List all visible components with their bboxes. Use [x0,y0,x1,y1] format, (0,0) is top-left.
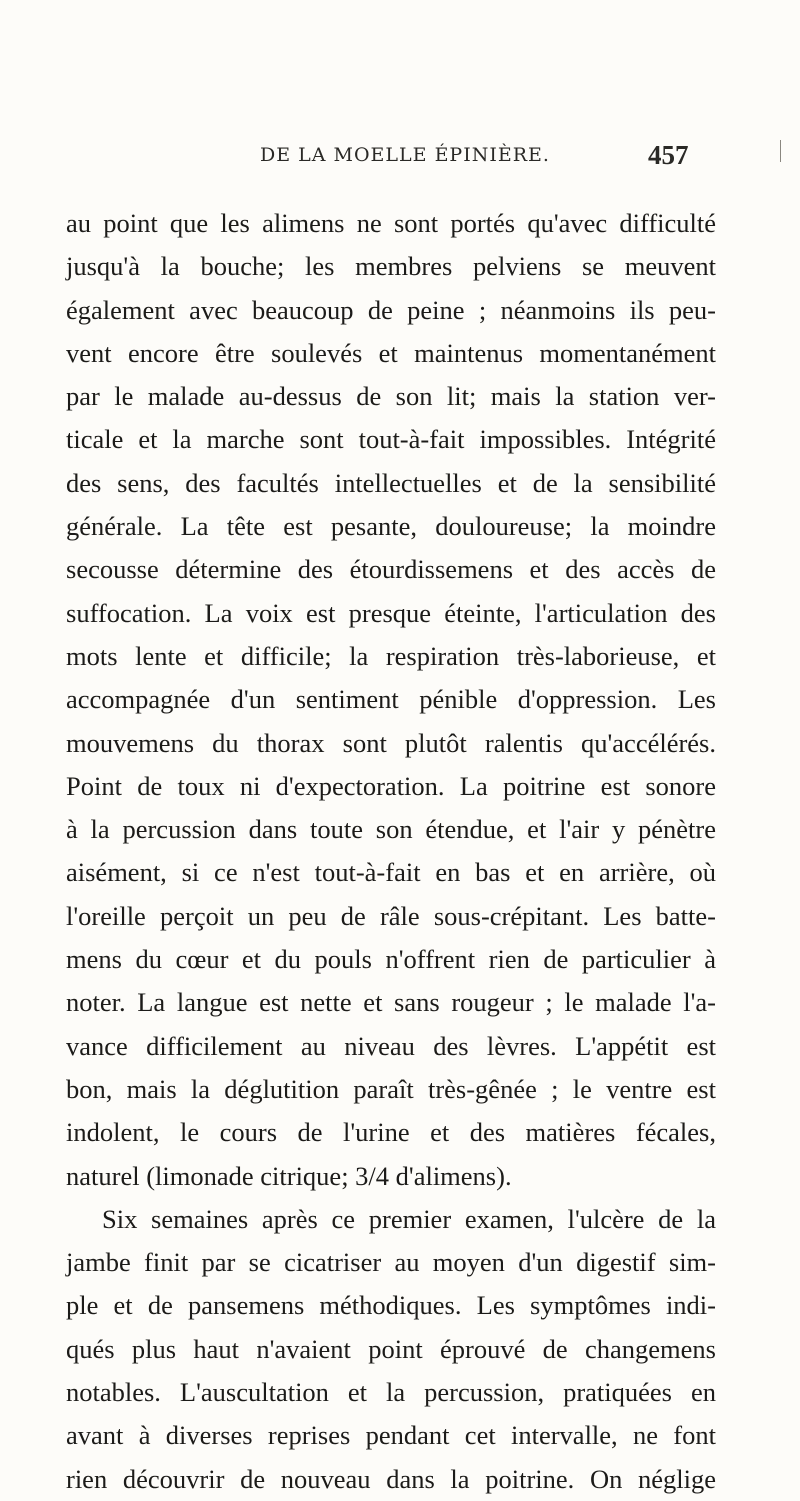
text-line: noter. La langue est nette et sans rougeur ; le malade l'a- [66,987,716,1018]
text-line: aisément, si ce n'est tout-à-fait en bas et en arrière, où [66,857,716,888]
text-line: indolent, le cours de l'urine et des matières fécales, [66,1117,716,1148]
text-line: secousse détermine des étourdissemens et des accès de [66,554,716,585]
text-line: rien découvrir de nouveau dans la poitrine. On néglige [66,1463,716,1494]
text-line: générale. La tête est pesante, douloureuse; la moindre [66,511,716,542]
text-line: vance difficilement au niveau des lèvres. L'appétit est [66,1030,716,1061]
running-title: DE LA MOELLE ÉPINIÈRE. [260,144,550,166]
text-line: l'oreille perçoit un peu de râle sous-crépitant. Les batte- [66,900,716,931]
margin-mark [780,140,781,162]
text-line: Point de toux ni d'expectoration. La poitrine est sonore [66,770,716,801]
text-line: également avec beaucoup de peine ; néanmoins ils peu- [66,294,716,325]
text-line: suffocation. La voix est presque éteinte, l'articulation des [66,597,716,628]
text-line: mots lente et difficile; la respiration très-laborieuse, et [66,640,716,671]
text-line: naturel (limonade citrique; 3/4 d'alimens). [66,1160,512,1191]
text-line: au point que les alimens ne sont portés qu'avec difficulté [66,208,716,238]
text-line: notables. L'auscultation et la percussion, pratiquées en [66,1377,716,1408]
text-line: des sens, des facultés intellectuelles et de la sensibilité [66,467,716,498]
text-line: par le malade au-dessus de son lit; mais la station ver- [66,381,716,412]
text-line: accompagnée d'un sentiment pénible d'oppression. Les [66,684,716,715]
text-line: jambe finit par se cicatriser au moyen d'un digestif sim- [66,1247,716,1278]
text-line: mens du cœur et du pouls n'offrent rien de particulier à [66,944,716,975]
text-line: à la percussion dans toute son étendue, et l'air y pénètre [66,814,716,845]
text-line: Six semaines après ce premier examen, l'ulcère de la [102,1203,716,1234]
text-line: vent encore être soulevés et maintenus momentanément [66,337,716,368]
text-line: bon, mais la déglutition paraît très-gênée ; le ventre est [66,1073,716,1104]
text-line: ticale et la marche sont tout-à-fait impossibles. Intégrité [66,424,716,455]
page-number: 457 [648,140,689,170]
text-line: jusqu'à la bouche; les membres pelviens se meuvent [66,251,716,282]
body-text [66,202,716,1501]
text-line: mouvemens du thorax sont plutôt ralentis qu'accélérés. [66,727,716,758]
text-line: qués plus haut n'avaient point éprouvé de changemens [66,1333,716,1364]
text-line: avant à diverses reprises pendant cet intervalle, ne font [66,1420,716,1451]
text-line: ple et de pansemens méthodiques. Les symptômes indi- [66,1290,716,1321]
running-head [0,140,800,180]
